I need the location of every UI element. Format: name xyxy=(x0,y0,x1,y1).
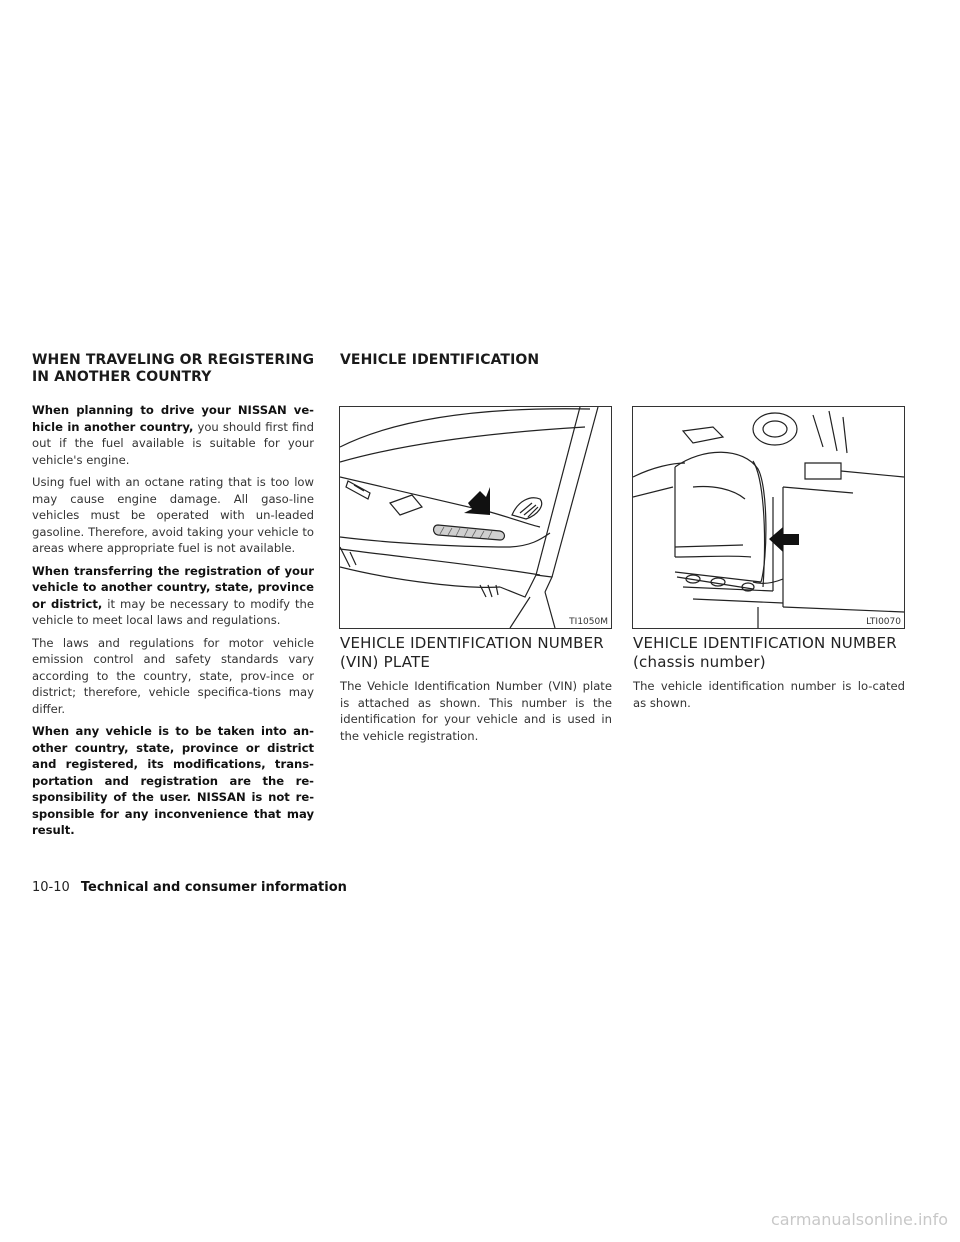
bold-warning: When any vehicle is to be taken into an-other country, state, province or district and registered, its modifications, trans-portation and registration are the re-sponsibility of the user. NISSAN is not re-sponsible for any inconvenience that may result. xyxy=(32,724,314,837)
paragraph-fuel xyxy=(32,402,314,468)
title-line-2: (chassis number) xyxy=(633,653,766,671)
figure-code: TI1050M xyxy=(569,617,608,627)
title-line-2: (VIN) PLATE xyxy=(340,653,431,671)
section-heading-traveling xyxy=(32,352,314,386)
heading-line-2: IN ANOTHER COUNTRY xyxy=(32,369,212,385)
bold-lead: When transferring the registration of your vehicle to another country, state, province or district, xyxy=(32,563,314,611)
title-line-1: VEHICLE IDENTIFICATION NUMBER xyxy=(340,634,604,652)
vin-plate-title xyxy=(340,634,604,672)
title-line-1: VEHICLE IDENTIFICATION NUMBER xyxy=(633,634,897,652)
section-heading-vehicle-identification: VEHICLE IDENTIFICATION xyxy=(340,352,540,368)
watermark: carmanualsonline.info xyxy=(770,1210,948,1229)
vin-plate-figure xyxy=(339,406,612,629)
heading-line-1: WHEN TRAVELING OR REGISTERING xyxy=(32,352,315,368)
paragraph-text: you should first find out if the fuel available is suitable for your vehicle's engine. xyxy=(32,419,314,467)
paragraph-responsibility xyxy=(32,723,314,839)
paragraph-text: it may be necessary to modify the vehicle to meet local laws and regulations. xyxy=(32,596,314,627)
footer-section-title: Technical and consumer information xyxy=(80,880,347,895)
chassis-number-body: The vehicle identification number is lo-cated as shown. xyxy=(633,679,905,710)
chassis-number-title xyxy=(633,634,897,672)
pointer-arrow xyxy=(464,487,490,515)
page-footer xyxy=(32,876,347,895)
figure-code: LTI0070 xyxy=(866,617,901,627)
page-number: 10-10 xyxy=(32,880,70,895)
vin-plate-illustration xyxy=(340,407,611,628)
paragraph-registration xyxy=(32,563,314,629)
chassis-number-illustration xyxy=(633,407,904,628)
traveling-body xyxy=(32,402,314,845)
paragraph-octane: Using fuel with an octane rating that is too low may cause engine damage. All gaso-line vehicles must be operated with un-leaded gasoline. Therefore, avoid taking your vehicle to areas where appropriate fuel is not available. xyxy=(32,475,314,555)
bold-lead: When planning to drive your NISSAN ve-hicle in another country, xyxy=(32,403,314,434)
paragraph-laws: The laws and regulations for motor vehicle emission control and safety standards vary according to the country, state, prov-ince or district; therefore, vehicle specifica-tions may differ. xyxy=(32,635,314,716)
vin-plate-body: The Vehicle Identification Number (VIN) plate is attached as shown. This number is the identification for your vehicle and is used in the vehicle registration. xyxy=(340,679,612,743)
chassis-number-figure xyxy=(632,406,905,629)
